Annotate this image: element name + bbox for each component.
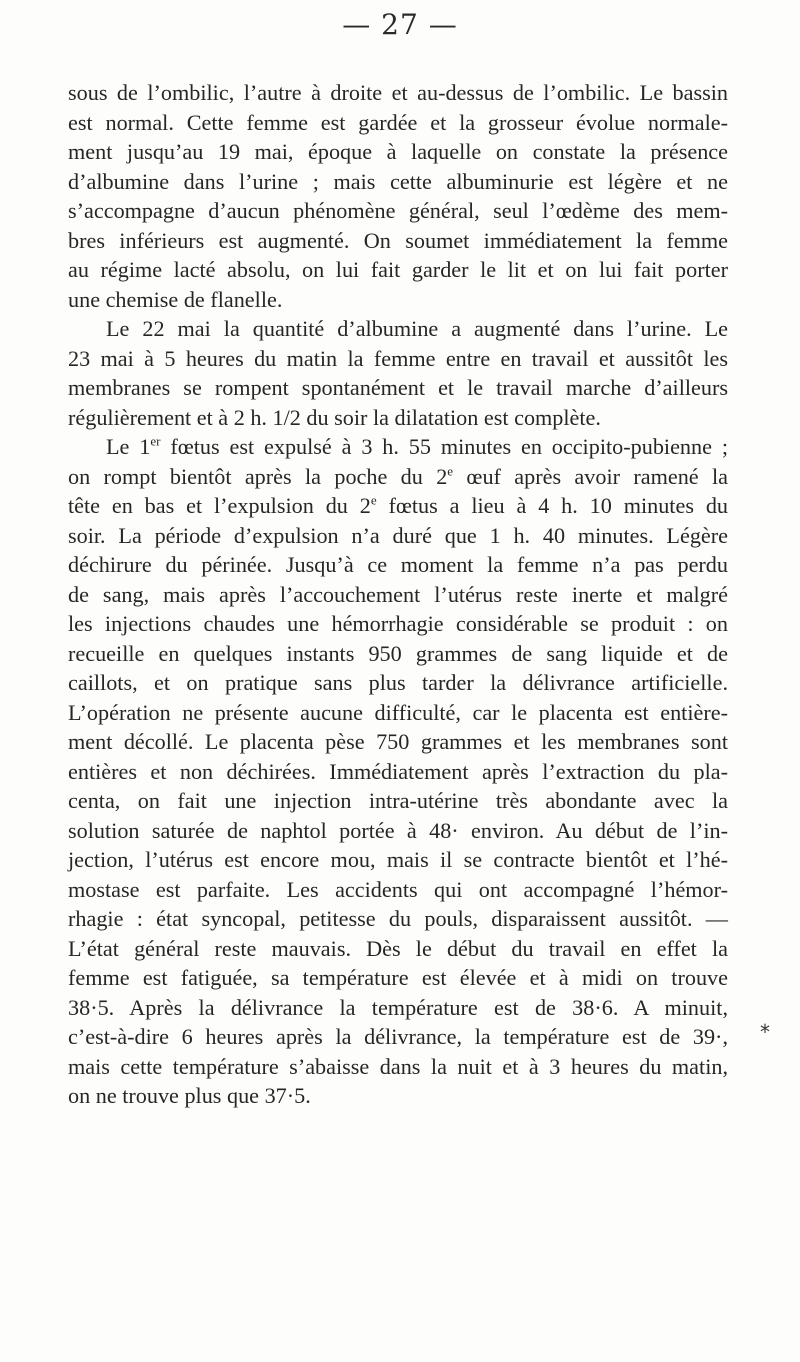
text-line: sous de l’ombilic, l’autre à droite et au-dessus de l’ombilic. Le bassin bbox=[68, 80, 728, 105]
text-line: 38·5. Après la délivrance la température est de 38·6. A minuit, bbox=[68, 994, 728, 1020]
ordinal-suffix: er bbox=[150, 433, 161, 449]
text-line: les injections chaudes une hémorrhagie considérable se produit : on bbox=[68, 611, 728, 636]
margin-mark: * bbox=[760, 1020, 770, 1044]
text-line: est normal. Cette femme est gardée et la grosseur évolue normale- bbox=[68, 109, 728, 135]
text-line: rhagie : état syncopal, petitesse du pouls, disparaissent aussitôt. — bbox=[68, 906, 728, 931]
text-line: ment jusqu’au 19 mai, époque à laquelle on constate la présence bbox=[68, 139, 728, 164]
text-line: déchirure du périnée. Jusqu’à ce moment la femme n’a pas perdu bbox=[68, 552, 728, 577]
text-line: jection, l’utérus est encore mou, mais il se contracte bientôt et l’hé- bbox=[68, 847, 728, 872]
text-line: Le 1er fœtus est expulsé à 3 h. 55 minutes en occipito-pubienne ; bbox=[106, 433, 728, 459]
page-number: — 27 — bbox=[342, 8, 458, 41]
text-line: 23 mai à 5 heures du matin la femme entre en travail et aussitôt les bbox=[68, 345, 728, 371]
text-line: recueille en quelques instants 950 grammes de sang liquide et de bbox=[68, 640, 728, 666]
text-line: régulièrement et à 2 h. 1/2 du soir la dilatation est complète. bbox=[68, 404, 601, 430]
text-line: L’opération ne présente aucune difficulté, car le placenta est entière- bbox=[68, 699, 728, 725]
ordinal-suffix: e bbox=[447, 463, 454, 479]
text-line: tête en bas et l’expulsion du 2e fœtus a lieu à 4 h. 10 minutes du bbox=[68, 492, 729, 518]
text-line: au régime lacté absolu, on lui fait garder le lit et on lui fait porter bbox=[68, 257, 728, 282]
text-line: solution saturée de naphtol portée à 48· environ. Au début de l’in- bbox=[68, 817, 728, 843]
text-line: on rompt bientôt après la poche du 2e œuf après avoir ramené la bbox=[68, 463, 728, 489]
text-line: une chemise de flanelle. bbox=[68, 286, 283, 312]
text-line: femme est fatiguée, sa température est élevée et à midi on trouve bbox=[68, 965, 728, 990]
text-line: entières et non déchirées. Immédiatement après l’extraction du pla- bbox=[68, 758, 728, 784]
text-line: L’état général reste mauvais. Dès le début du travail en effet la bbox=[68, 935, 728, 961]
text-line: membranes se rompent spontanément et le travail marche d’ailleurs bbox=[68, 375, 728, 400]
text-line: caillots, et on pratique sans plus tarder la délivrance artificielle. bbox=[68, 670, 728, 695]
text-line: ment décollé. Le placenta pèse 750 grammes et les membranes sont bbox=[68, 729, 728, 754]
text-line: s’accompagne d’aucun phénomène général, seul l’œdème des mem- bbox=[68, 198, 728, 223]
text-line: de sang, mais après l’accouchement l’utérus reste inerte et malgré bbox=[68, 581, 728, 607]
text-line: on ne trouve plus que 37·5. bbox=[68, 1083, 311, 1108]
text-line: c’est-à-dire 6 heures après la délivrance, la température est de 39·, bbox=[68, 1024, 728, 1049]
body-text bbox=[68, 78, 728, 1111]
text-line: d’albumine dans l’urine ; mais cette albuminurie est légère et ne bbox=[68, 168, 728, 194]
ordinal-suffix: e bbox=[370, 492, 377, 508]
text-line: centa, on fait une injection intra-utérine très abondante avec la bbox=[68, 788, 728, 813]
text-line: mostase est parfaite. Les accidents qui ont accompagné l’hémor- bbox=[68, 876, 728, 902]
text-line: soir. La période d’expulsion n’a duré que 1 h. 40 minutes. Légère bbox=[68, 522, 728, 548]
text-line: mais cette température s’abaisse dans la nuit et à 3 heures du matin, bbox=[68, 1053, 728, 1079]
text-line: Le 22 mai la quantité d’albumine a augmenté dans l’urine. Le bbox=[106, 316, 728, 341]
text-line: bres inférieurs est augmenté. On soumet immédiatement la femme bbox=[68, 227, 728, 253]
